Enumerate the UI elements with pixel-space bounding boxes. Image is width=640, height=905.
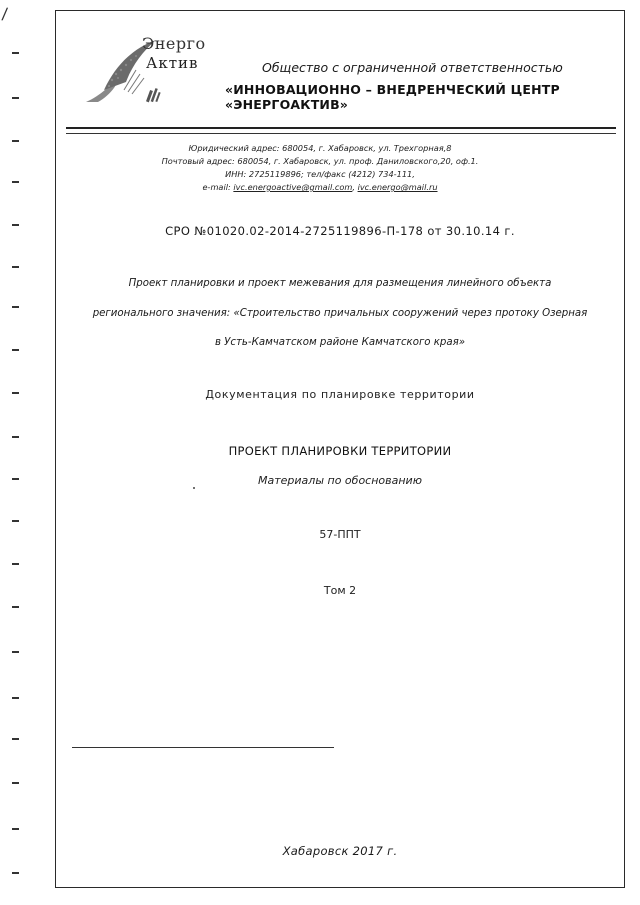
legal-address: Юридический адрес: 680054, г. Хабаровск, ул. Трехгорная,8	[188, 143, 452, 153]
header-rule-thin	[66, 133, 616, 134]
email-line	[0, 182, 640, 192]
margin-tick	[12, 266, 19, 268]
margin-tick	[12, 52, 19, 54]
margin-tick	[12, 349, 19, 351]
email-link-1[interactable]: ivc.energoactive@gmail.com	[233, 182, 353, 192]
documentation-type: Документация по планировке территории	[205, 388, 475, 401]
email-separator: ,	[352, 182, 355, 192]
margin-slash-mark: /	[1, 3, 9, 24]
inn-phone: ИНН: 2725119896; тел/факс (4212) 734-111,	[225, 169, 415, 179]
org-name: «ИННОВАЦИОННО – ВНЕДРЕНЧЕСКИЙ ЦЕНТР «ЭНЕРГОАКТИВ»	[225, 82, 560, 112]
postal-address: Почтовый адрес: 680054, г. Хабаровск, ул. проф. Даниловского,20, оф.1.	[161, 156, 479, 166]
org-legal-form: Общество с ограниченной ответственностью	[262, 60, 563, 75]
project-name-line-1: Проект планировки и проект межевания для размещения линейного объекта	[128, 278, 552, 289]
project-name-line-2: регионального значения: «Строительство причальных сооружений через протоку Озерная	[92, 308, 588, 319]
margin-tick	[12, 436, 19, 438]
margin-tick	[12, 563, 19, 565]
margin-tick	[12, 872, 19, 874]
project-name-line-3: в Усть-Камчатском районе Камчатского края»	[214, 337, 466, 348]
document-code: 57-ППТ	[319, 528, 361, 541]
logo-word-energo: Энерго	[142, 34, 206, 53]
city-year: Хабаровск 2017 г.	[282, 844, 398, 858]
volume-number: Том 2	[323, 584, 357, 597]
margin-tick	[12, 738, 19, 740]
email-label: e-mail:	[202, 182, 231, 192]
margin-tick	[12, 782, 19, 784]
document-title: ПРОЕКТ ПЛАНИРОВКИ ТЕРРИТОРИИ	[228, 444, 452, 458]
margin-tick	[12, 520, 19, 522]
margin-tick	[12, 140, 19, 142]
margin-tick	[12, 828, 19, 830]
margin-tick	[12, 651, 19, 653]
document-subtitle: Материалы по обоснованию	[258, 474, 422, 487]
signature-line	[72, 747, 334, 748]
logo-word-aktiv: Актив	[146, 54, 199, 72]
margin-tick	[12, 97, 19, 99]
margin-tick	[12, 697, 19, 699]
stray-dot	[193, 487, 195, 489]
margin-tick	[12, 606, 19, 608]
sro-certificate: СРО №01020.02-2014-2725119896-П-178 от 30.10.14 г.	[165, 224, 515, 238]
header-rule-thick	[66, 127, 616, 129]
email-link-2[interactable]: ivc.energo@mail.ru	[357, 182, 438, 192]
